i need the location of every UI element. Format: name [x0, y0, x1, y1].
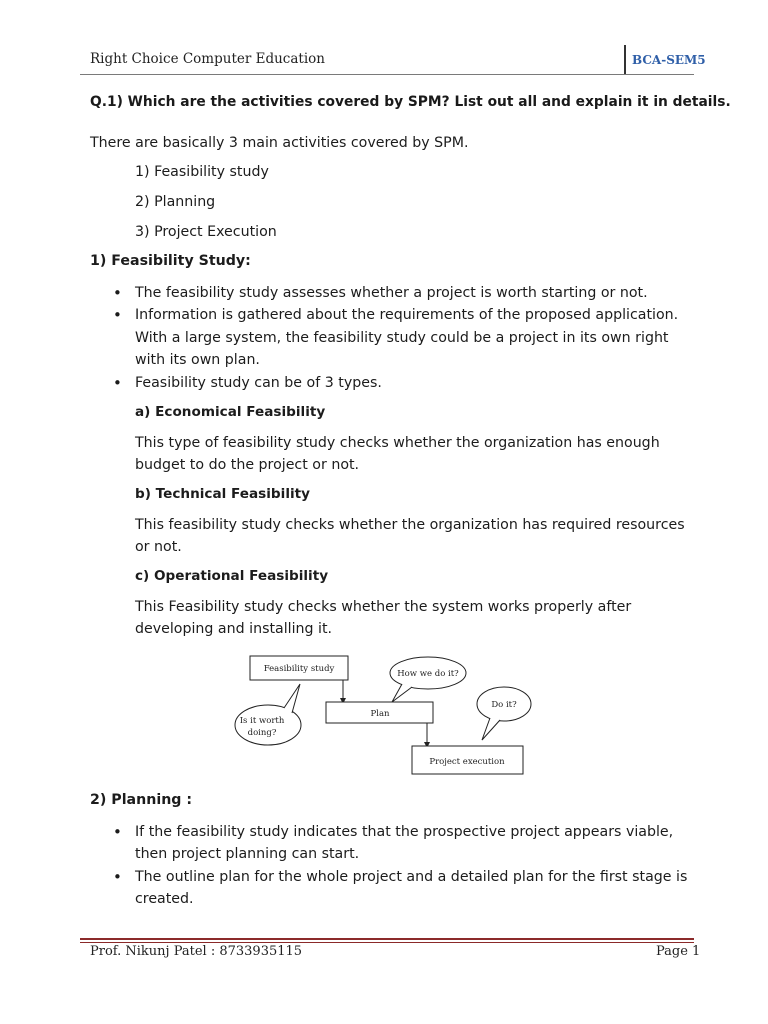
technical-heading: b) Technical Feasibility — [135, 486, 311, 502]
bullet-icon: • — [113, 284, 122, 302]
intro-text: There are basically 3 main activities covered by SPM. — [90, 135, 469, 151]
planning-heading: 2) Planning : — [90, 792, 193, 808]
feasibility-heading: 1) Feasibility Study: — [90, 253, 251, 269]
feasibility-bullet: Information is gathered about the requirements of the proposed application. — [135, 307, 679, 323]
activity-item: 2) Planning — [135, 194, 216, 210]
technical-text: or not. — [135, 539, 182, 555]
activity-item: 3) Project Execution — [135, 224, 277, 240]
bullet-icon: • — [113, 868, 122, 886]
footer-rule — [80, 942, 694, 943]
technical-text: This feasibility study checks whether the organization has required resources — [135, 517, 685, 533]
how-bubble-label: How we do it? — [397, 669, 459, 679]
worth-bubble-label: doing? — [247, 728, 277, 738]
worth-bubble-tail — [284, 684, 300, 713]
do-bubble-label: Do it? — [491, 700, 517, 710]
feasibility-bullet-cont: with its own plan. — [135, 352, 260, 368]
operational-text: This Feasibility study checks whether the system works properly after — [135, 599, 632, 615]
feasibility-bullet-cont: With a large system, the feasibility study could be a project in its own right — [135, 330, 669, 346]
execution-box-label: Project execution — [429, 757, 505, 767]
bullet-icon: • — [113, 374, 122, 392]
question-title: Q.1) Which are the activities covered by SPM? List out all and explain it in details. — [90, 94, 731, 110]
economical-text: budget to do the project or not. — [135, 457, 360, 473]
footer-author: Prof. Nikunj Patel : 8733935115 — [90, 944, 303, 959]
do-bubble-tail — [482, 718, 500, 740]
footer-rule — [80, 938, 694, 940]
header-title: Right Choice Computer Education — [90, 51, 325, 67]
header-semester: BCA-SEM5 — [632, 53, 706, 67]
economical-text: This type of feasibility study checks whether the organization has enough — [135, 435, 660, 451]
feasibility-bullet: The feasibility study assesses whether a project is worth starting or not. — [135, 285, 648, 301]
economical-heading: a) Economical Feasibility — [135, 404, 326, 420]
planning-bullet-cont: created. — [135, 891, 194, 907]
feasibility-bullet: Feasibility study can be of 3 types. — [135, 375, 382, 391]
planning-bullet-cont: then project planning can start. — [135, 846, 360, 862]
page-number: Page 1 — [656, 944, 701, 959]
operational-text: developing and installing it. — [135, 621, 333, 637]
operational-heading: c) Operational Feasibility — [135, 568, 329, 584]
worth-bubble-label: Is it worth — [239, 716, 285, 726]
bullet-icon: • — [113, 306, 122, 324]
feasibility-box-label: Feasibility study — [263, 664, 335, 674]
planning-bullet: The outline plan for the whole project and a detailed plan for the first stage is — [135, 869, 688, 885]
plan-box-label: Plan — [370, 709, 390, 719]
how-bubble-tail — [392, 684, 412, 702]
bullet-icon: • — [113, 823, 122, 841]
planning-bullet: If the feasibility study indicates that the prospective project appears viable, — [135, 824, 674, 840]
activity-item: 1) Feasibility study — [135, 164, 269, 180]
